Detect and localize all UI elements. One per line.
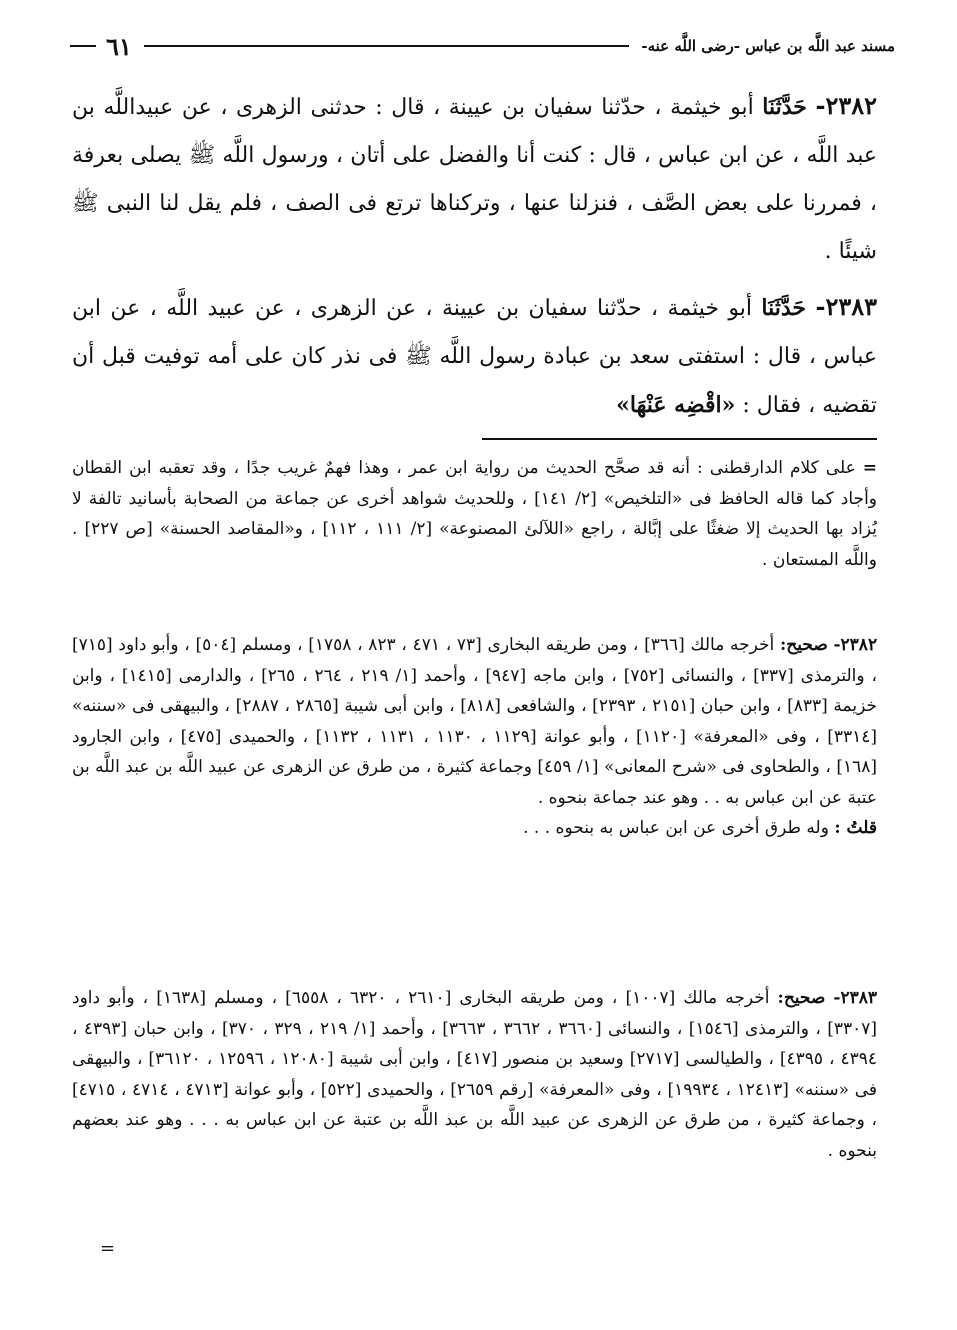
remark-label: قلتُ :	[834, 818, 877, 838]
footnote-text: أخرجه مالك [١٠٠٧] ، ومن طريقه البخارى [٢٦١٠ ، ٦٣٢٠ ، ٦٥٥٨] ، ومسلم [١٦٣٨] ، وأبو داود [٣٣٠٧] ، والترمذى [١٥٤٦] ، والنسائى [٣٦٦٠ ، ٣٦٦٢ ، ٣٦٦٣] ، وأحمد [١/ ٢١٩ ، ٣٢٩ ، ٣٧٠] ، وابن حبان [٤٣٩٣ ، ٤٣٩٤ ، ٤٣٩٥] ، والطيالسى [٢٧١٧] وسعيد بن منصور [٤١٧] ، وابن أبى شيبة [١٢٠٨٠ ، ١٢٥٩٦ ، ٣٦١٢٠] ، والبيهقى فى «سننه» [١٢٤١٣ ، ١٩٩٣٤] ، وفى «المعرفة» [رقم ٢٦٥٩] ، والحميدى [٥٢٢] ، وأبو عوانة [٤٧١٣ ، ٤٧١٤ ، ٤٧١٥] ، وجماعة كثيرة ، من طرق عن الزهرى عن عبيد اللَّه بن عبد اللَّه بن عتبة عن ابن عباس به . . . وهو عند بعضهم بنحوه .	[72, 988, 878, 1161]
footnote-text: أخرجه مالك [٣٦٦] ، ومن طريقه البخارى [٧٣ ، ٤٧١ ، ٨٢٣ ، ١٧٥٨] ، ومسلم [٥٠٤] ، وأبو داود [٧١٥] ، والترمذى [٣٣٧] ، والنسائى [٧٥٢] ، وابن ماجه [٩٤٧] ، وأحمد [١/ ٢١٩ ، ٢٦٤ ، ٢٦٥] ، والدارمى [١٤١٥] ، وابن خزيمة [٨٣٣] ، وابن حبان [٢١٥١ ، ٢٣٩٣] ، والشافعى [٨١٨] ، وابن أبى شيبة [٢٨٦٥ ، ٢٨٨٧] ، والبيهقى فى «سننه» [٣٣١٤] ، وفى «المعرفة» [١١٢٠] ، وأبو عوانة [١١٢٩ ، ١١٣٠ ، ١١٣١ ، ١١٣٢] ، والحميدى [٤٧٥] ، وابن الجارود [١٦٨] ، والطحاوى فى «شرح المعانى» [١/ ٤٥٩] وجماعة كثيرة ، من طرق عن الزهرى عن عبيد اللَّه بن عبد اللَّه بن عتبة عن ابن عباس به . . وهو عند جماعة بنحوه .	[72, 635, 878, 808]
footnote-continuation	[72, 453, 877, 575]
prophetic-quote: «اقْضِه عَنْهَا»	[616, 392, 736, 418]
continues-mark: =	[100, 1238, 116, 1259]
hadith-text: أبو خيثمة ، حدّثنا سفيان بن عيينة ، عن الزهرى ، عن عبيد اللَّه ، عن ابن عباس ، قال : استفتى سعد بن عبادة رسول اللَّه ﷺ فى نذر كان على أمه توفيت قبل أن تقضيه ، فقال :	[72, 296, 877, 418]
footnote-grade: صحيح:	[779, 635, 828, 655]
header-rule	[144, 45, 630, 47]
remark-text: وله طرق أخرى عن ابن عباس به بنحوه . . .	[523, 818, 829, 838]
footnote-number: ٢٣٨٢-	[833, 635, 878, 655]
header-dash	[70, 45, 96, 47]
hadith-2383	[72, 283, 877, 430]
continuation-mark: =	[862, 458, 878, 478]
hadith-2382	[72, 82, 877, 276]
hadith-number: ٢٣٨٣-	[815, 292, 878, 321]
page-header	[70, 28, 895, 64]
running-title: مسند عبد اللَّه بن عباس -رضى اللَّه عنه-	[641, 37, 895, 55]
hadith-number: ٢٣٨٢-	[815, 91, 877, 120]
footnote-number: ٢٣٨٣-	[833, 988, 878, 1008]
hadith-keyword: حَدَّثَنَا	[762, 94, 807, 120]
footnote-text: على كلام الدارقطنى : أنه قد صحَّح الحديث من رواية ابن عمر ، وهذا فهمٌ غريب جدًا ، وقد تعقبه ابن القطان وأجاد كما قاله الحافظ فى «التلخيص» [٢/ ١٤١] ، وللحديث شواهد أخرى عن جماعة من الصحابة بأسانيد تالفة لا يُزاد بها الحديث إلا ضغثًا على إبَّالة ، راجع «اللآلئ المصنوعة» [٢/ ١١١ ، ١١٢] ، و«المقاصد الحسنة» [ص ٢٢٧] . واللَّه المستعان .	[72, 458, 878, 570]
footnote-separator	[482, 438, 877, 440]
footnote-grade: صحيح:	[777, 988, 826, 1008]
footnote-2383	[72, 983, 877, 1166]
hadith-keyword: حَدَّثَنَا	[761, 295, 807, 321]
footnote-remark	[72, 813, 877, 844]
page-number: ٦١	[106, 31, 132, 61]
footnote-2382	[72, 630, 877, 844]
hadith-text: أبو خيثمة ، حدّثنا سفيان بن عيينة ، قال : حدثنى الزهرى ، عن عبيداللَّه بن عبد اللَّه ، عن ابن عباس ، قال : كنت أنا والفضل على أتان ، ورسول اللَّه ﷺ يصلى بعرفة ، فمررنا على بعض الصَّف ، فنزلنا عنها ، وتركناها ترتع فى الصف ، فلم يقل لنا النبى ﷺ شيئًا .	[72, 95, 877, 264]
